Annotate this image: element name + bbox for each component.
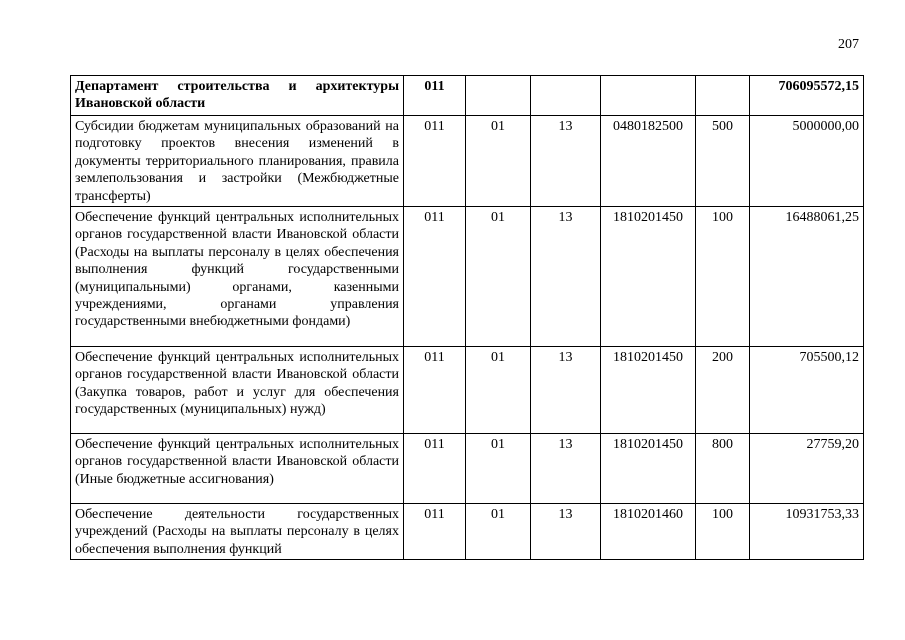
expense-type-cell: 500 xyxy=(696,116,750,207)
amount-cell: 16488061,25 xyxy=(750,207,864,347)
table-row-department xyxy=(71,76,864,116)
budget-table xyxy=(70,75,864,560)
row-name-cell: Обеспечение деятельности государственных учреждений (Расходы на выплаты персоналу в целях обеспечения выполнения функций xyxy=(71,504,404,560)
section-code-cell: 01 xyxy=(466,116,531,207)
table-row xyxy=(71,504,864,560)
page-number: 207 xyxy=(838,37,859,52)
row-name-cell: Обеспечение функций центральных исполнительных органов государственной власти Ивановской области (Закупка товаров, работ и услуг для обеспечения государственных (муниципальных) нужд) xyxy=(71,347,404,434)
expense-type-cell: 100 xyxy=(696,207,750,347)
row-name-cell: Департамент строительства и архитектуры Ивановской области xyxy=(71,76,404,116)
ministry-code-cell: 011 xyxy=(404,116,466,207)
target-article-cell: 1810201450 xyxy=(601,207,696,347)
target-article-cell: 1810201450 xyxy=(601,347,696,434)
section-code-cell: 01 xyxy=(466,434,531,504)
amount-cell: 5000000,00 xyxy=(750,116,864,207)
amount-cell: 706095572,15 xyxy=(750,76,864,116)
expense-type-cell: 800 xyxy=(696,434,750,504)
row-name-cell: Субсидии бюджетам муниципальных образований на подготовку проектов внесения изменений в документы территориального планирования, правила землепользования и застройки (Межбюджетные трансферты) xyxy=(71,116,404,207)
target-article-cell: 1810201450 xyxy=(601,434,696,504)
expense-type-cell xyxy=(696,76,750,116)
subsection-code-cell: 13 xyxy=(531,504,601,560)
table-row xyxy=(71,207,864,347)
subsection-code-cell: 13 xyxy=(531,207,601,347)
subsection-code-cell: 13 xyxy=(531,347,601,434)
table-row xyxy=(71,434,864,504)
section-code-cell xyxy=(466,76,531,116)
table-row xyxy=(71,116,864,207)
ministry-code-cell: 011 xyxy=(404,504,466,560)
amount-cell: 705500,12 xyxy=(750,347,864,434)
expense-type-cell: 200 xyxy=(696,347,750,434)
ministry-code-cell: 011 xyxy=(404,434,466,504)
expense-type-cell: 100 xyxy=(696,504,750,560)
amount-cell: 10931753,33 xyxy=(750,504,864,560)
section-code-cell: 01 xyxy=(466,347,531,434)
ministry-code-cell: 011 xyxy=(404,76,466,116)
section-code-cell: 01 xyxy=(466,207,531,347)
section-code-cell: 01 xyxy=(466,504,531,560)
ministry-code-cell: 011 xyxy=(404,347,466,434)
table-row xyxy=(71,347,864,434)
target-article-cell: 0480182500 xyxy=(601,116,696,207)
row-name-cell: Обеспечение функций центральных исполнительных органов государственной власти Ивановской области (Расходы на выплаты персоналу в целях обеспечения выполнения функций государственными (муниципальными) органами, казенными учреждениями, органами управления государственными внебюджетными фондами) xyxy=(71,207,404,347)
row-name-cell: Обеспечение функций центральных исполнительных органов государственной власти Ивановской области (Иные бюджетные ассигнования) xyxy=(71,434,404,504)
subsection-code-cell: 13 xyxy=(531,116,601,207)
amount-cell: 27759,20 xyxy=(750,434,864,504)
subsection-code-cell xyxy=(531,76,601,116)
target-article-cell: 1810201460 xyxy=(601,504,696,560)
ministry-code-cell: 011 xyxy=(404,207,466,347)
target-article-cell xyxy=(601,76,696,116)
subsection-code-cell: 13 xyxy=(531,434,601,504)
